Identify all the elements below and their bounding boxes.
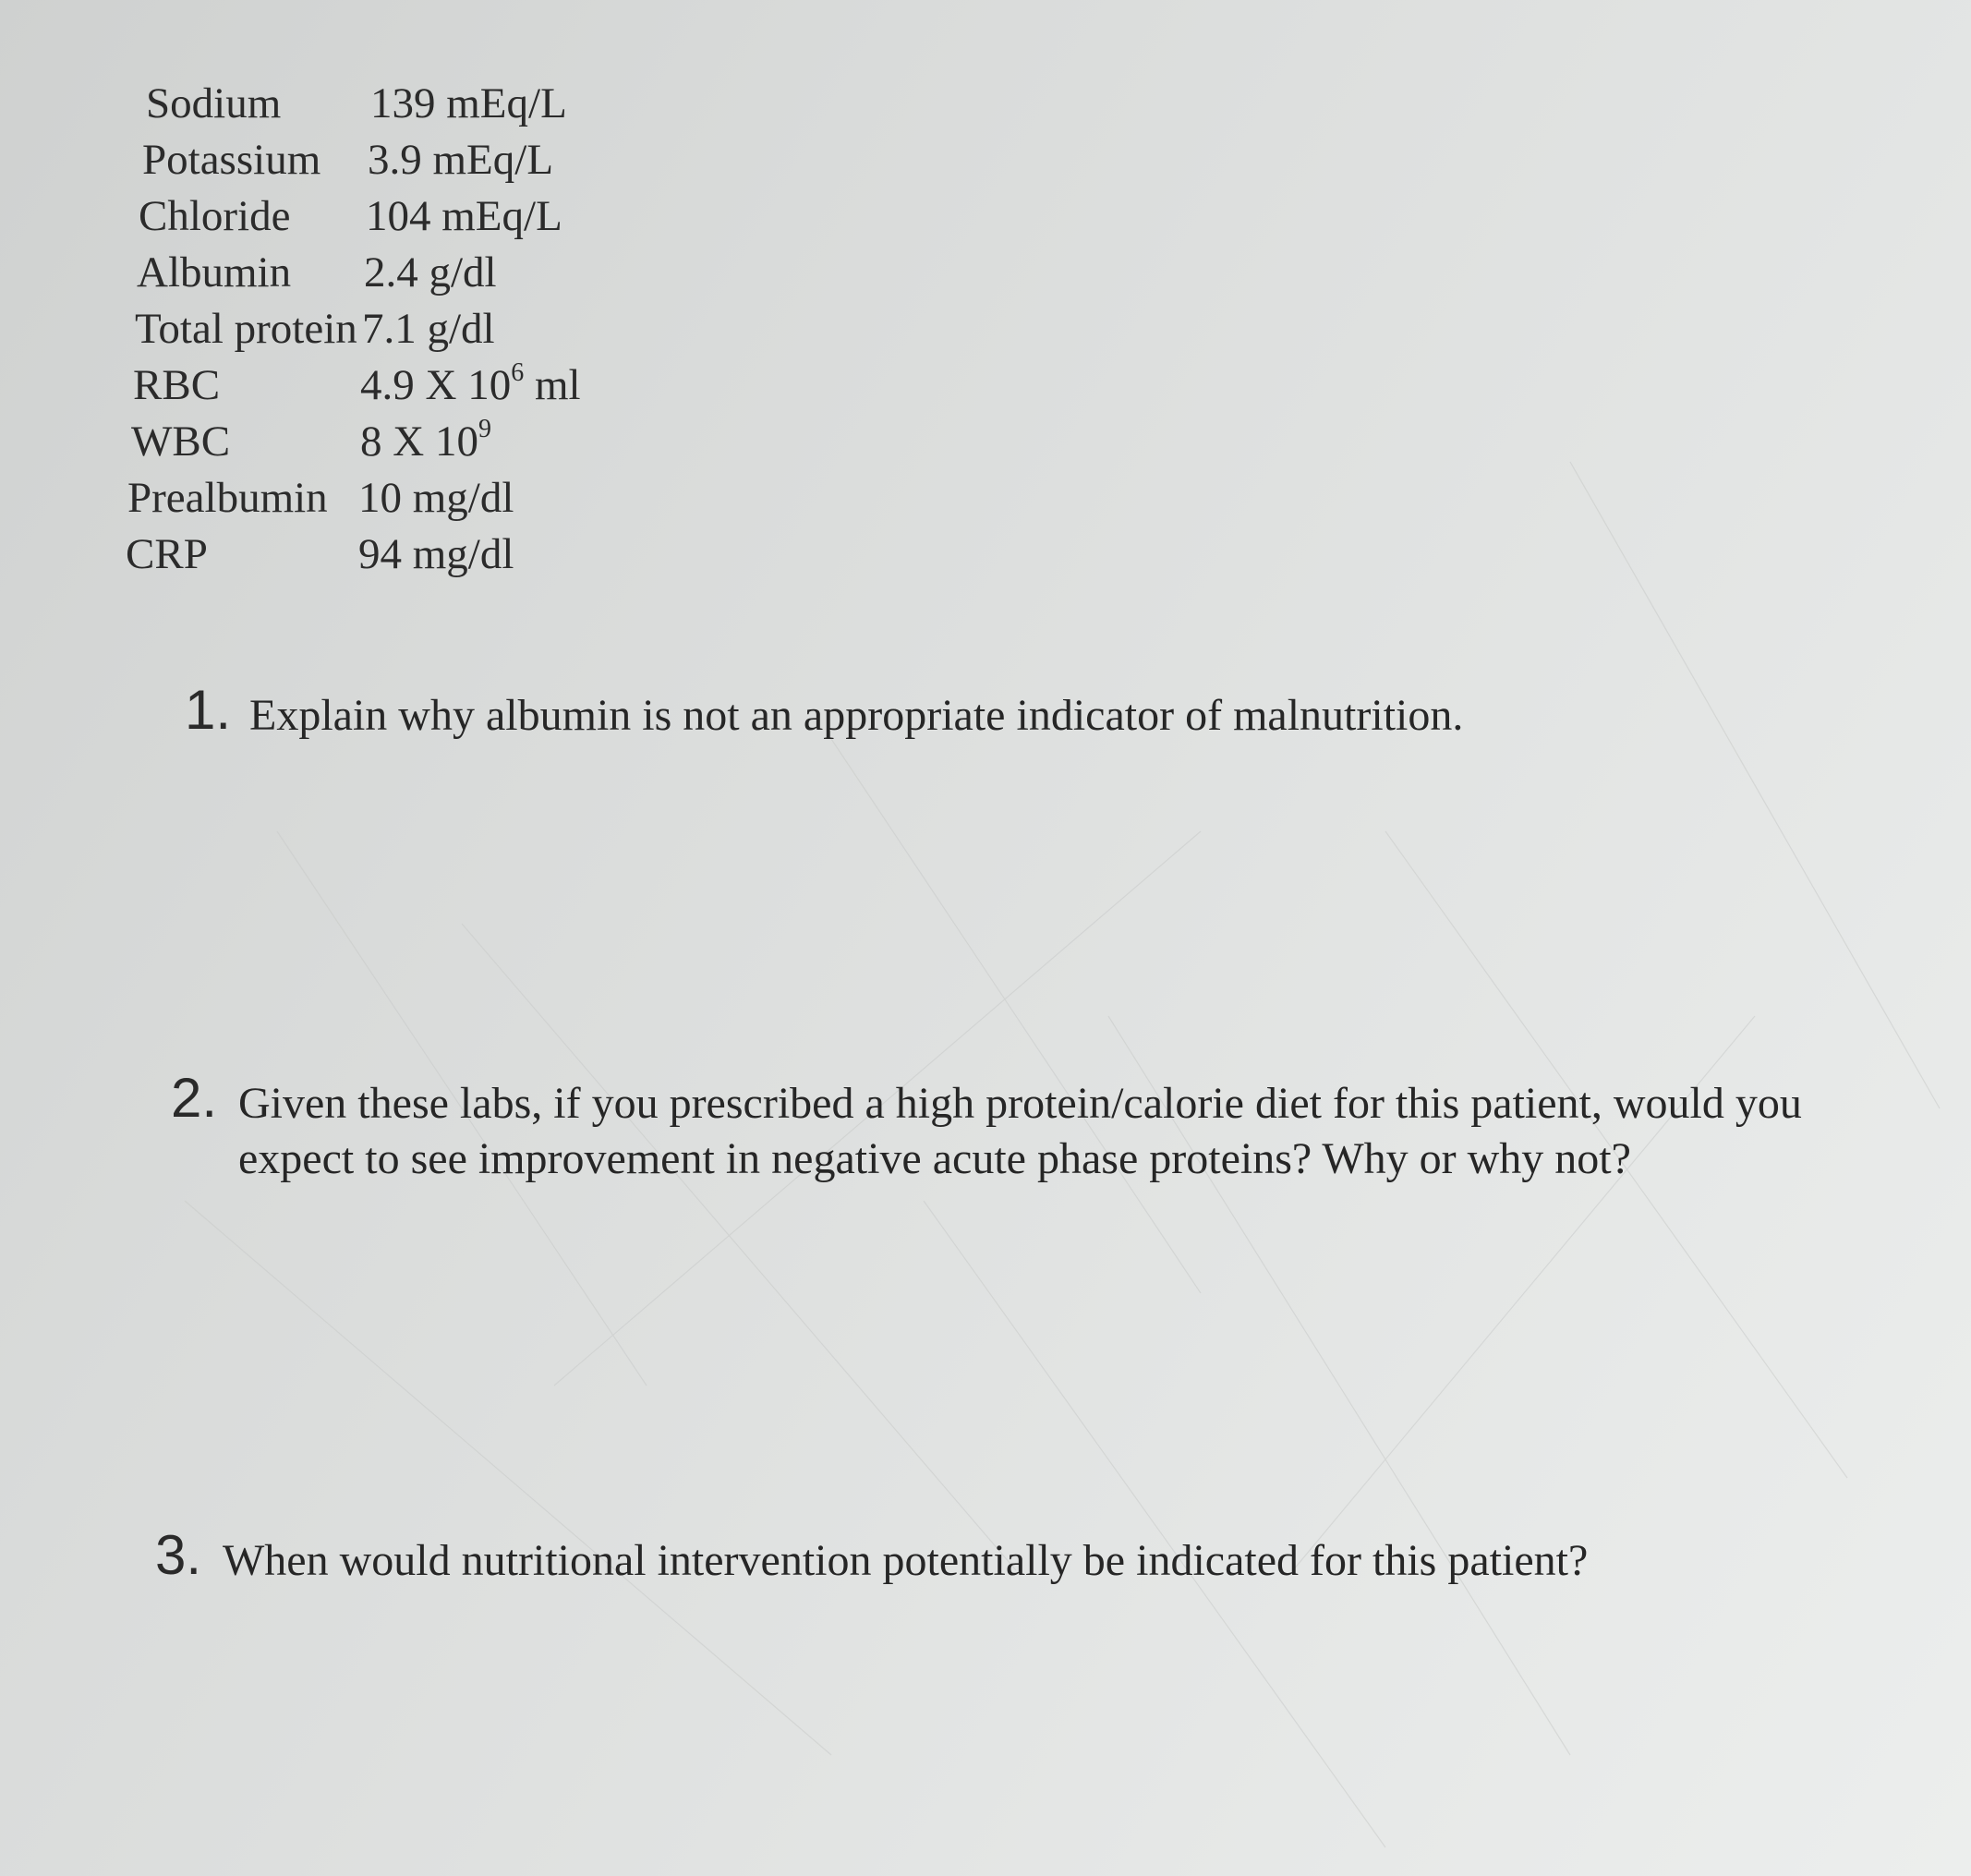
lab-row-chloride (126, 188, 772, 245)
question-text-line: Given these labs, if you prescribed a high protein/calorie diet for this patient, would you (238, 1079, 1802, 1128)
question-number: 3. (155, 1524, 202, 1586)
lab-name: CRP (126, 530, 208, 578)
lab-value: 7.1 g/dl (362, 305, 495, 353)
question-text-line: expect to see improvement in negative acute phase proteins? Why or why not? (238, 1134, 1631, 1183)
lab-name: WBC (131, 418, 231, 466)
value-base: 4.9 X 10 (360, 361, 512, 409)
lab-value (360, 357, 581, 414)
lab-name: Total protein (135, 305, 357, 353)
lab-row-wbc (126, 414, 772, 470)
lab-value: 10 mg/dl (358, 474, 514, 522)
lab-value: 3.9 mEq/L (368, 136, 554, 184)
lab-name: Sodium (146, 79, 282, 127)
value-suffix: ml (524, 361, 581, 409)
value-base: 8 X 10 (360, 418, 478, 466)
lab-name: Prealbumin (127, 474, 328, 522)
question-number: 2. (171, 1067, 218, 1129)
lab-row-albumin (126, 245, 772, 301)
lab-values-table (126, 76, 772, 583)
question-text-line: Explain why albumin is not an appropriate indicator of malnutrition. (249, 691, 1464, 740)
lab-name: Chloride (139, 192, 291, 240)
question-text-line: When would nutritional intervention potentially be indicated for this patient? (223, 1536, 1589, 1585)
lab-row-prealbumin (126, 470, 772, 526)
lab-value: 104 mEq/L (366, 192, 562, 240)
lab-row-crp (126, 526, 772, 583)
lab-value (360, 414, 491, 470)
lab-row-sodium (126, 76, 772, 132)
value-exponent: 9 (478, 415, 491, 443)
lab-name: Potassium (142, 136, 321, 184)
lab-row-total-protein (126, 301, 772, 357)
lab-value: 139 mEq/L (370, 79, 567, 127)
question-number: 1. (185, 679, 232, 741)
lab-row-potassium (126, 132, 772, 188)
lab-row-rbc (126, 357, 772, 414)
value-exponent: 6 (511, 358, 525, 387)
lab-name: Albumin (137, 248, 292, 297)
lab-value: 2.4 g/dl (364, 248, 497, 297)
lab-name: RBC (133, 361, 221, 409)
lab-value: 94 mg/dl (358, 530, 514, 578)
